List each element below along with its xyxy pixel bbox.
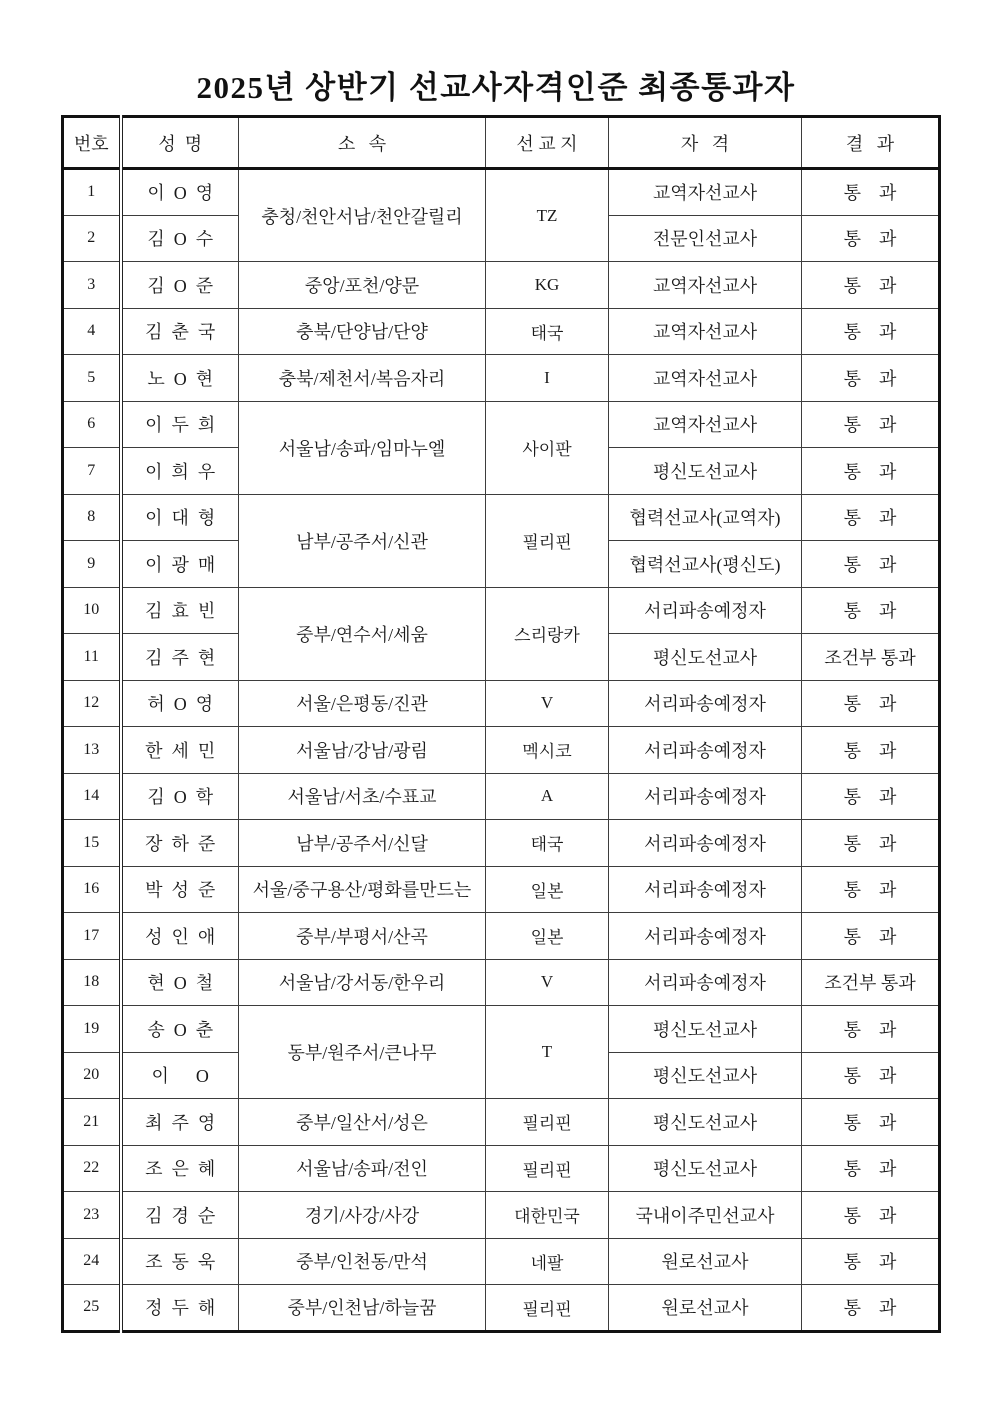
table-row	[63, 1145, 940, 1192]
table-row	[63, 820, 940, 867]
cell-qualification: 서리파송예정자	[609, 727, 802, 774]
cell-name: 김 O 학	[121, 773, 239, 820]
cell-name: 정 두 해	[121, 1285, 239, 1332]
cell-affiliation: 남부/공주서/신관	[239, 494, 486, 587]
cell-no: 16	[63, 866, 121, 913]
cell-result: 통 과	[802, 355, 940, 402]
cell-qualification: 서리파송예정자	[609, 959, 802, 1006]
cell-qualification: 평신도선교사	[609, 448, 802, 495]
cell-name: 한 세 민	[121, 727, 239, 774]
cell-qualification: 서리파송예정자	[609, 913, 802, 960]
cell-name: 박 성 준	[121, 866, 239, 913]
cell-field: 태국	[486, 308, 609, 355]
cell-field: 멕시코	[486, 727, 609, 774]
cell-field: 필리핀	[486, 1285, 609, 1332]
cell-name: 김 주 현	[121, 634, 239, 681]
cell-field: 네팔	[486, 1238, 609, 1285]
cell-name: 노 O 현	[121, 355, 239, 402]
cell-result: 통 과	[802, 680, 940, 727]
cell-no: 17	[63, 913, 121, 960]
cell-field: V	[486, 959, 609, 1006]
cell-name: 김 O 수	[121, 215, 239, 262]
cell-qualification: 서리파송예정자	[609, 866, 802, 913]
cell-qualification: 평신도선교사	[609, 1099, 802, 1146]
cell-result: 통 과	[802, 1285, 940, 1332]
cell-field: V	[486, 680, 609, 727]
cell-no: 11	[63, 634, 121, 681]
cell-qualification: 평신도선교사	[609, 1052, 802, 1099]
cell-no: 9	[63, 541, 121, 588]
cell-qualification: 교역자선교사	[609, 169, 802, 216]
cell-result: 조건부 통과	[802, 959, 940, 1006]
column-header-name: 성 명	[121, 117, 239, 169]
cell-name: 성 인 애	[121, 913, 239, 960]
cell-field: I	[486, 355, 609, 402]
table-row	[63, 308, 940, 355]
cell-qualification: 국내이주민선교사	[609, 1192, 802, 1239]
cell-name: 김 경 순	[121, 1192, 239, 1239]
cell-affiliation: 서울남/송파/임마누엘	[239, 401, 486, 494]
cell-field: 스리랑카	[486, 587, 609, 680]
table-row	[63, 494, 940, 541]
table-row	[63, 1285, 940, 1332]
cell-no: 14	[63, 773, 121, 820]
table-body	[63, 169, 940, 1332]
cell-name: 이 희 우	[121, 448, 239, 495]
cell-result: 통 과	[802, 1145, 940, 1192]
cell-name: 김 효 빈	[121, 587, 239, 634]
cell-qualification: 전문인선교사	[609, 215, 802, 262]
cell-field: 필리핀	[486, 1099, 609, 1146]
cell-field: T	[486, 1006, 609, 1099]
column-header-no: 번호	[63, 117, 121, 169]
cell-affiliation: 중부/부평서/산곡	[239, 913, 486, 960]
cell-result: 통 과	[802, 1052, 940, 1099]
cell-result: 통 과	[802, 587, 940, 634]
cell-field: TZ	[486, 169, 609, 262]
cell-no: 1	[63, 169, 121, 216]
cell-qualification: 서리파송예정자	[609, 773, 802, 820]
table-row	[63, 1006, 940, 1053]
cell-result: 통 과	[802, 401, 940, 448]
cell-affiliation: 중부/연수서/세움	[239, 587, 486, 680]
cell-result: 통 과	[802, 448, 940, 495]
cell-no: 12	[63, 680, 121, 727]
cell-result: 통 과	[802, 913, 940, 960]
cell-name: 현 O 철	[121, 959, 239, 1006]
cell-name: 조 동 욱	[121, 1238, 239, 1285]
cell-no: 3	[63, 262, 121, 309]
cell-no: 25	[63, 1285, 121, 1332]
cell-no: 7	[63, 448, 121, 495]
cell-qualification: 서리파송예정자	[609, 680, 802, 727]
cell-no: 24	[63, 1238, 121, 1285]
cell-name: 송 O 춘	[121, 1006, 239, 1053]
cell-name: 김 O 준	[121, 262, 239, 309]
cell-result: 조건부 통과	[802, 634, 940, 681]
cell-name: 이 두 희	[121, 401, 239, 448]
cell-qualification: 협력선교사(평신도)	[609, 541, 802, 588]
cell-name: 최 주 영	[121, 1099, 239, 1146]
cell-no: 22	[63, 1145, 121, 1192]
table-row	[63, 680, 940, 727]
cell-no: 8	[63, 494, 121, 541]
cell-no: 13	[63, 727, 121, 774]
cell-field: 필리핀	[486, 1145, 609, 1192]
cell-qualification: 교역자선교사	[609, 262, 802, 309]
cell-field: 일본	[486, 913, 609, 960]
cell-qualification: 서리파송예정자	[609, 820, 802, 867]
column-header-field: 선 교 지	[486, 117, 609, 169]
cell-no: 23	[63, 1192, 121, 1239]
cell-affiliation: 서울남/강서동/한우리	[239, 959, 486, 1006]
table-row	[63, 866, 940, 913]
cell-no: 6	[63, 401, 121, 448]
table-row	[63, 355, 940, 402]
final-passers-table	[61, 115, 941, 1333]
cell-field: 사이판	[486, 401, 609, 494]
page-title: 2025년 상반기 선교사자격인준 최종통과자	[196, 70, 796, 105]
cell-field: KG	[486, 262, 609, 309]
cell-affiliation: 중부/인천동/만석	[239, 1238, 486, 1285]
cell-no: 15	[63, 820, 121, 867]
cell-field: 필리핀	[486, 494, 609, 587]
cell-name: 허 O 영	[121, 680, 239, 727]
column-header-result: 결 과	[802, 117, 940, 169]
table-row	[63, 727, 940, 774]
cell-result: 통 과	[802, 727, 940, 774]
cell-qualification: 원로선교사	[609, 1238, 802, 1285]
cell-no: 10	[63, 587, 121, 634]
cell-no: 4	[63, 308, 121, 355]
cell-result: 통 과	[802, 1099, 940, 1146]
cell-name: 김 춘 국	[121, 308, 239, 355]
cell-affiliation: 충청/천안서남/천안갈릴리	[239, 169, 486, 262]
table-header	[63, 117, 940, 169]
cell-qualification: 교역자선교사	[609, 401, 802, 448]
table-row	[63, 401, 940, 448]
cell-qualification: 원로선교사	[609, 1285, 802, 1332]
cell-no: 5	[63, 355, 121, 402]
table-row	[63, 913, 940, 960]
cell-result: 통 과	[802, 169, 940, 216]
cell-qualification: 평신도선교사	[609, 634, 802, 681]
cell-result: 통 과	[802, 820, 940, 867]
column-header-qualification: 자 격	[609, 117, 802, 169]
cell-name: 이 O	[121, 1052, 239, 1099]
cell-qualification: 교역자선교사	[609, 308, 802, 355]
cell-name: 조 은 혜	[121, 1145, 239, 1192]
cell-result: 통 과	[802, 541, 940, 588]
table-row	[63, 587, 940, 634]
cell-result: 통 과	[802, 215, 940, 262]
cell-affiliation: 서울남/서초/수표교	[239, 773, 486, 820]
cell-affiliation: 충북/제천서/복음자리	[239, 355, 486, 402]
table-row	[63, 1238, 940, 1285]
cell-affiliation: 서울/은평동/진관	[239, 680, 486, 727]
cell-affiliation: 서울남/강남/광림	[239, 727, 486, 774]
cell-qualification: 서리파송예정자	[609, 587, 802, 634]
column-header-affiliation: 소 속	[239, 117, 486, 169]
cell-affiliation: 중부/인천남/하늘꿈	[239, 1285, 486, 1332]
cell-name: 이 광 매	[121, 541, 239, 588]
cell-name: 장 하 준	[121, 820, 239, 867]
cell-result: 통 과	[802, 262, 940, 309]
header-row	[63, 117, 940, 169]
cell-field: A	[486, 773, 609, 820]
cell-affiliation: 중앙/포천/양문	[239, 262, 486, 309]
cell-result: 통 과	[802, 866, 940, 913]
cell-result: 통 과	[802, 1192, 940, 1239]
table-row	[63, 959, 940, 1006]
cell-result: 통 과	[802, 773, 940, 820]
cell-qualification: 협력선교사(교역자)	[609, 494, 802, 541]
cell-result: 통 과	[802, 1006, 940, 1053]
cell-affiliation: 동부/원주서/큰나무	[239, 1006, 486, 1099]
cell-field: 태국	[486, 820, 609, 867]
cell-affiliation: 서울남/송파/전인	[239, 1145, 486, 1192]
cell-name: 이 대 형	[121, 494, 239, 541]
cell-qualification: 평신도선교사	[609, 1006, 802, 1053]
cell-no: 18	[63, 959, 121, 1006]
cell-result: 통 과	[802, 494, 940, 541]
cell-no: 21	[63, 1099, 121, 1146]
cell-result: 통 과	[802, 308, 940, 355]
cell-field: 일본	[486, 866, 609, 913]
cell-affiliation: 충북/단양남/단양	[239, 308, 486, 355]
cell-affiliation: 서울/중구용산/평화를만드는	[239, 866, 486, 913]
cell-no: 2	[63, 215, 121, 262]
cell-affiliation: 중부/일산서/성은	[239, 1099, 486, 1146]
cell-no: 20	[63, 1052, 121, 1099]
cell-affiliation: 남부/공주서/신달	[239, 820, 486, 867]
cell-field: 대한민국	[486, 1192, 609, 1239]
table-row	[63, 262, 940, 309]
cell-result: 통 과	[802, 1238, 940, 1285]
cell-affiliation: 경기/사강/사강	[239, 1192, 486, 1239]
table-row	[63, 773, 940, 820]
cell-no: 19	[63, 1006, 121, 1053]
cell-qualification: 교역자선교사	[609, 355, 802, 402]
cell-name: 이 O 영	[121, 169, 239, 216]
cell-qualification: 평신도선교사	[609, 1145, 802, 1192]
table-row	[63, 1099, 940, 1146]
table-row	[63, 169, 940, 216]
table-row	[63, 1192, 940, 1239]
